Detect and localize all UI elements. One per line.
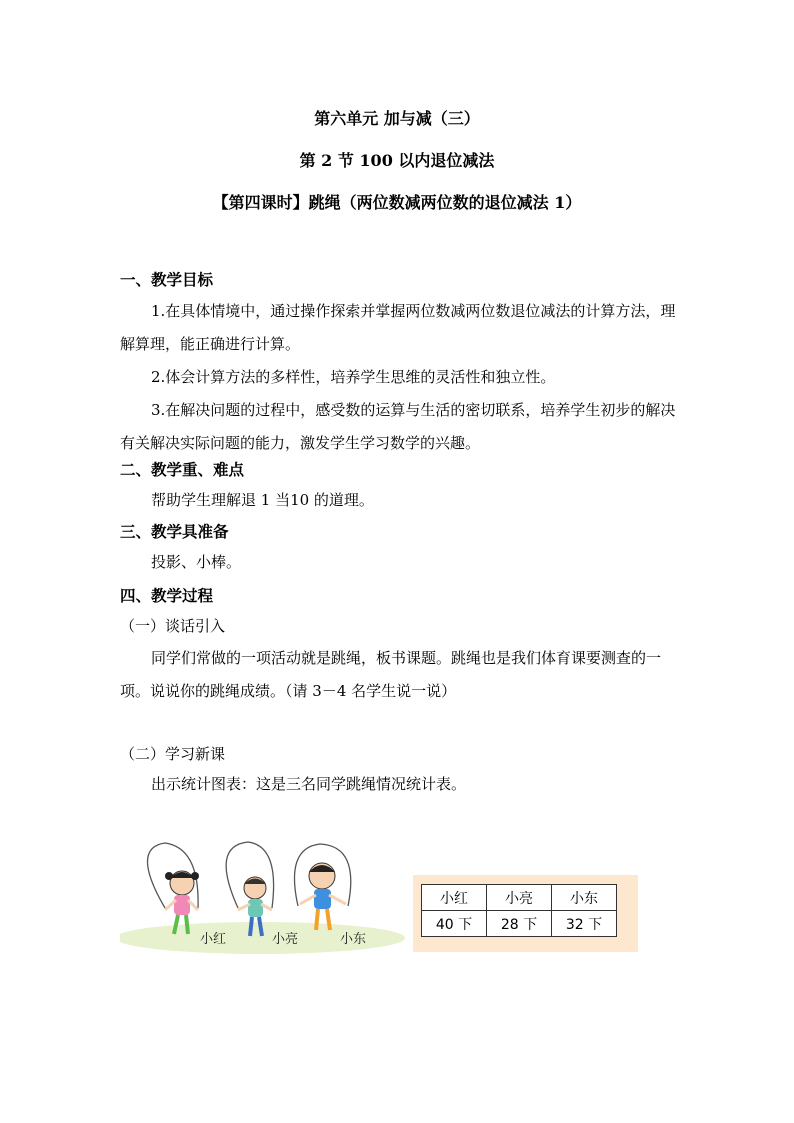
table-header-cell: 小亮 <box>487 885 552 911</box>
process-heading: 四、教学过程 <box>120 586 214 605</box>
boy-kid-icon <box>294 844 350 930</box>
section-title: 第 2 节 100 以内退位减法 <box>299 151 495 170</box>
goal-3: 3.在解决问题的过程中，感受数的运算与生活的密切联系，培养学生初步的解决有关解决实际问题的能力，激发学生学习数学的兴趣。 <box>120 401 676 452</box>
goal-2: 2.体会计算方法的多样性，培养学生思维的灵活性和独立性。 <box>151 368 556 386</box>
key-heading: 二、教学重、难点 <box>120 460 245 479</box>
tools-text: 投影、小棒。 <box>151 553 242 571</box>
jump-rope-table-panel <box>413 875 638 952</box>
part1-text: 同学们常做的一项活动就是跳绳，板书课题。跳绳也是我们体育课要测查的一项。说说你的跳绳成绩。（请 3－4 名学生说一说） <box>120 649 662 700</box>
lesson-title: 【第四课时】跳绳（两位数减两位数的退位减法 1） <box>212 193 582 212</box>
table-row <box>422 911 617 937</box>
key-text: 帮助学生理解退 1 当10 的道理。 <box>151 491 374 509</box>
boy-kid-icon <box>226 842 273 936</box>
table-header-row <box>422 885 617 911</box>
part1-heading: （一）谈话引入 <box>120 617 226 635</box>
kid-label-3: 小东 <box>340 932 367 947</box>
goals-heading: 一、教学目标 <box>120 270 214 289</box>
table-header-cell: 小红 <box>422 885 487 911</box>
jump-rope-table <box>421 884 617 937</box>
table-cell: 28 下 <box>487 911 552 937</box>
unit-title: 第六单元 加与减（三） <box>314 109 480 128</box>
kid-label-2: 小亮 <box>272 932 299 947</box>
girl-kid-icon <box>148 843 200 934</box>
tools-heading: 三、教学具准备 <box>120 522 229 541</box>
kid-label-1: 小红 <box>200 932 227 947</box>
jump-rope-illustration <box>120 838 410 956</box>
table-cell: 32 下 <box>552 911 617 937</box>
part2-heading: （二）学习新课 <box>120 745 226 763</box>
table-cell: 40 下 <box>422 911 487 937</box>
part2-text: 出示统计图表：这是三名同学跳绳情况统计表。 <box>151 775 467 793</box>
table-header-cell: 小东 <box>552 885 617 911</box>
goal-1: 1.在具体情境中，通过操作探索并掌握两位数减两位数退位减法的计算方法，理解算理，能正确进行计算。 <box>120 302 676 353</box>
